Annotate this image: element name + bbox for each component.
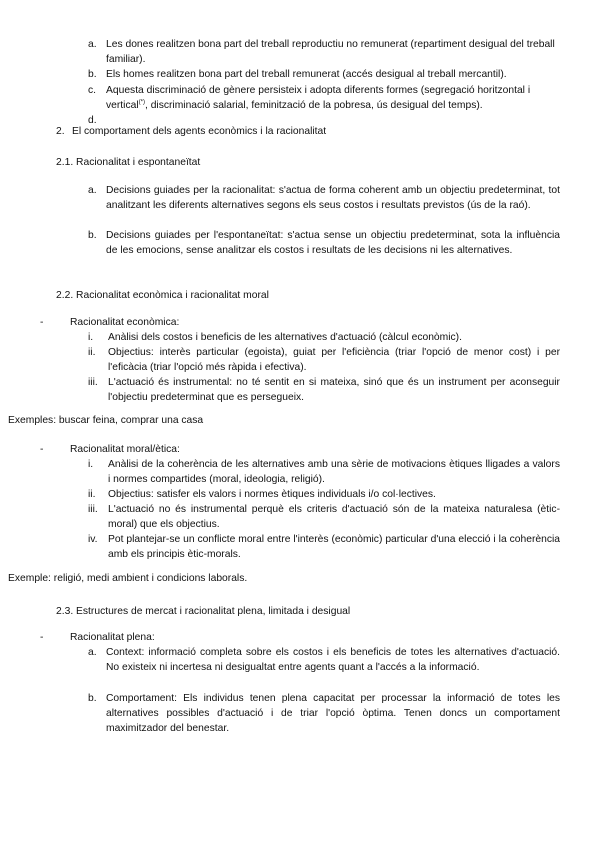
list-item	[88, 532, 560, 562]
list-item-text: Objectius: satisfer els valors i normes ètiques individuals i/o col·lectives.	[108, 489, 436, 500]
list-item	[88, 487, 560, 502]
list-item-text: L'actuació no és instrumental perquè els criteris d'actuació són de la mateixa naturalesa (ètic-moral) que els objectius.	[108, 504, 560, 530]
list-item	[88, 330, 560, 345]
list-item-text: Context: informació completa sobre els costos i els beneficis de totes les alternatives d'actuació. No existeix ni incertesa ni desigualtat entre agents quant a l'accés a la informació.	[106, 647, 560, 673]
subsection-heading: 2.1. Racionalitat i espontaneïtat	[56, 157, 201, 168]
list-item	[88, 37, 560, 67]
list-marker: c.	[88, 85, 97, 96]
list-item-text: Anàlisi dels costos i beneficis de les alternatives d'actuació (càlcul econòmic).	[108, 332, 462, 343]
list-item	[88, 83, 560, 113]
list-marker: d.	[88, 115, 97, 126]
list-marker: a.	[88, 185, 97, 196]
list-item-text: Pot plantejar-se un conflicte moral entre l'interès (econòmic) particular d'una elecció i la coherència amb els principis ètic-morals.	[108, 534, 560, 560]
text-fragment: Aquesta discriminació de gènere persisteix i adopta diferents formes (segregació horitzontal i vertical	[106, 85, 531, 111]
list-item-text: Els homes realitzen bona part del treball remunerat (accés desigual al treball mercantil).	[106, 69, 507, 80]
list-marker: ii.	[88, 347, 96, 358]
list-item	[88, 183, 560, 213]
list-item	[88, 691, 560, 736]
dash-item-label: Racionalitat moral/ètica:	[70, 444, 180, 455]
list-item	[88, 457, 560, 487]
list-item	[88, 67, 560, 82]
dash-item-economic	[40, 315, 500, 330]
list-marker: iv.	[88, 534, 98, 545]
example-line: Exemple: religió, medi ambient i condicions laborals.	[8, 573, 248, 584]
list-item-text: Decisions guiades per la racionalitat: s'actua de forma coherent amb un objectiu predeterminat, tot analitzant les diferents alternatives segons els seus costos i resultats previstos (ús de la raó).	[106, 185, 560, 211]
list-item-text: Anàlisi de la coherència de les alternatives amb una sèrie de motivacions ètiques lligades a valors i normes compartides (moral, ideologia, religió).	[108, 459, 560, 485]
list-item-text	[106, 83, 560, 113]
text-fragment: , discriminació salarial, feminització de la pobresa, ús desigual del temps).	[144, 100, 483, 111]
list-item	[88, 645, 560, 675]
dash-item-label: Racionalitat plena:	[70, 632, 155, 643]
list-item-text: Les dones realitzen bona part del treball reproductiu no remunerat (repartiment desigual del treball familiar).	[106, 39, 555, 65]
list-marker: b.	[88, 230, 97, 241]
dash-marker: -	[40, 317, 44, 328]
list-item-text: Objectius: interès particular (egoista), guiat per l'eficiència (triar l'opció de menor cost) i per l'eficàcia (triar l'opció més ràpida i efectiva).	[108, 347, 560, 373]
example-line: Exemples: buscar feina, comprar una casa	[8, 415, 204, 426]
list-marker: i.	[88, 332, 94, 343]
list-marker: a.	[88, 647, 97, 658]
subsection-heading: 2.3. Estructures de mercat i racionalitat plena, limitada i desigual	[56, 606, 351, 617]
list-item-text: Decisions guiades per l'espontaneïtat: s'actua sense un objectiu predeterminat, sota la influència de les emocions, sense analitzar els costos i resultats de les decisions ni les alternatives.	[106, 230, 560, 256]
list-item-text: L'actuació és instrumental: no té sentit en si mateixa, sinó que és un instrument per aconseguir l'objectiu predeterminat que es persegueix.	[108, 377, 560, 403]
list-marker: ii.	[88, 489, 96, 500]
dash-item-moral	[40, 442, 500, 457]
list-marker: iii.	[88, 504, 98, 515]
footnote-mark: (*)	[138, 99, 145, 106]
dash-marker: -	[40, 632, 44, 643]
list-item-text: Comportament: Els individus tenen plena capacitat per processar la informació de totes les alternatives possibles d'actuació i de triar l'opció òptima. Tenen doncs un comportament maximitzador del benestar.	[106, 693, 560, 734]
list-item	[88, 228, 560, 258]
dash-item-label: Racionalitat econòmica:	[70, 317, 180, 328]
section-number: 2.	[56, 126, 65, 137]
list-marker: a.	[88, 39, 97, 50]
section-title: El comportament dels agents econòmics i la racionalitat	[72, 126, 327, 137]
dash-item-full	[40, 630, 500, 645]
list-item	[88, 502, 560, 532]
subsection-heading: 2.2. Racionalitat econòmica i racionalitat moral	[56, 290, 269, 301]
section-heading	[56, 124, 556, 139]
list-marker: i.	[88, 459, 94, 470]
list-item	[88, 345, 560, 375]
dash-marker: -	[40, 444, 44, 455]
list-marker: b.	[88, 69, 97, 80]
list-item	[88, 375, 560, 405]
list-marker: b.	[88, 693, 97, 704]
list-marker: iii.	[88, 377, 98, 388]
